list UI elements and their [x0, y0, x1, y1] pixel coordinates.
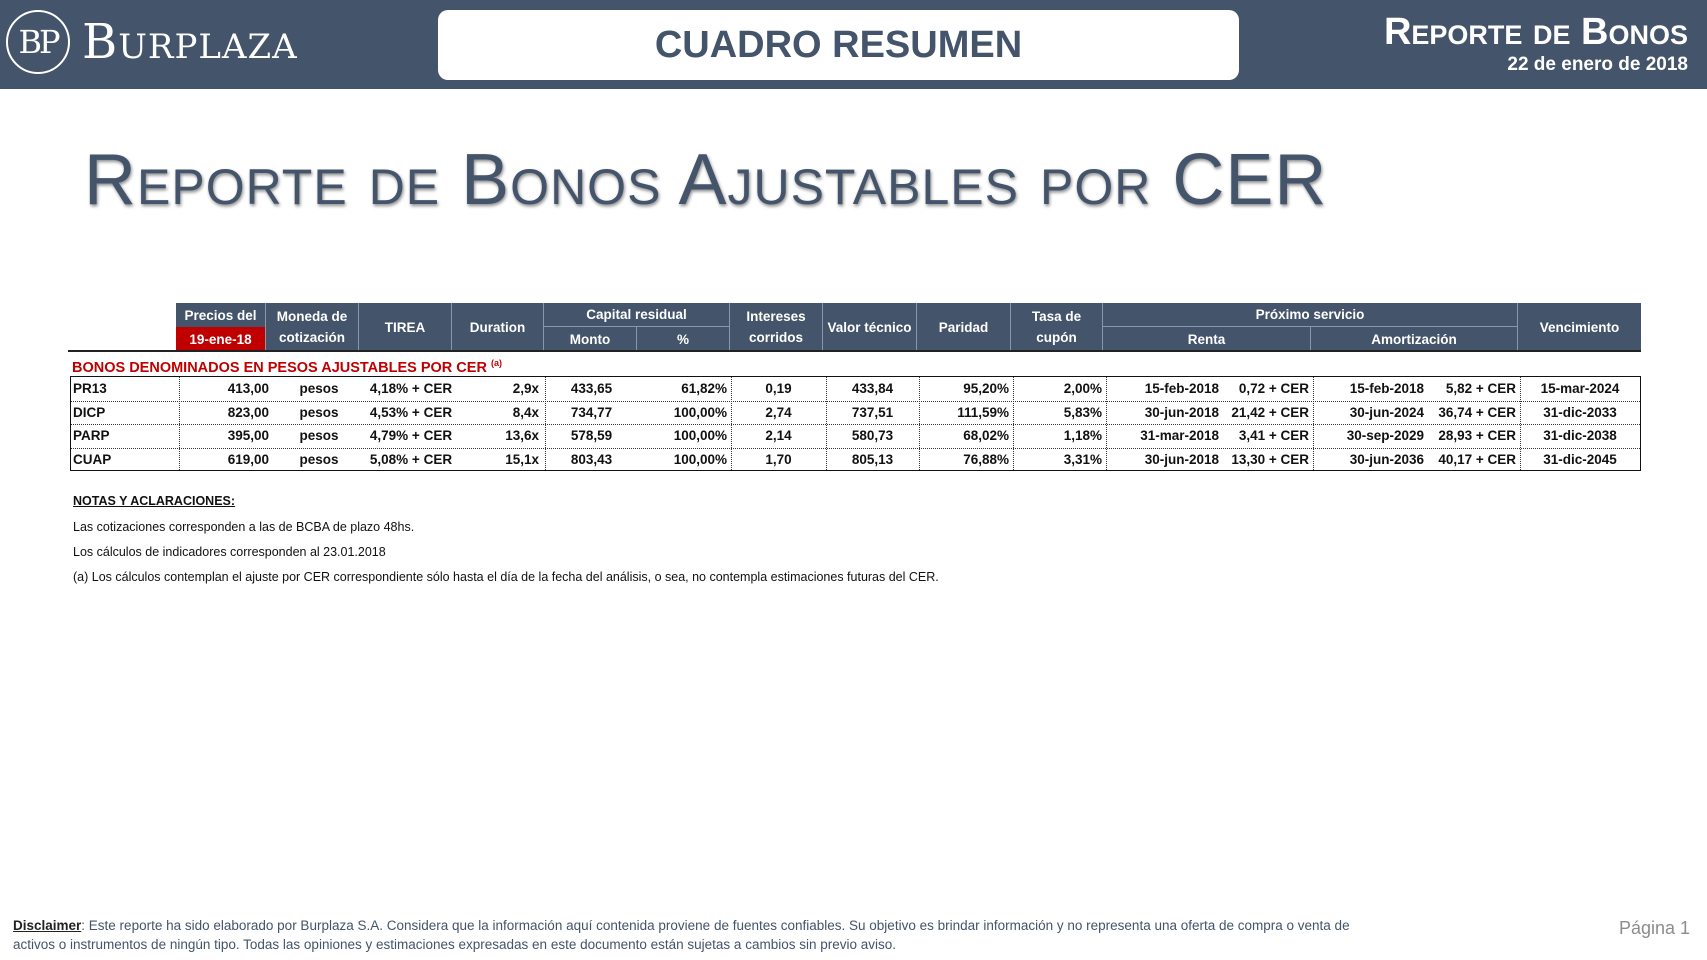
cell-pct: 100,00% — [673, 428, 727, 443]
cell-monto: 578,59 — [570, 428, 613, 443]
cell-monto: 734,77 — [570, 404, 613, 420]
cell-precio: 413,00 — [227, 381, 269, 396]
section-label-text: BONOS DENOMINADOS EN PESOS AJUSTABLES POR CER — [72, 359, 487, 376]
cell-tasa: 3,31% — [1063, 451, 1102, 467]
page-number: Página 1 — [1618, 918, 1690, 938]
cell-valor-tecnico: 805,13 — [851, 451, 894, 467]
cell-ticker: PARP — [73, 428, 110, 443]
disclaimer-label: Disclaimer — [13, 918, 82, 933]
header-duration: Duration — [452, 303, 544, 351]
brand-logo-icon: BP — [6, 10, 70, 74]
header-paridad: Paridad — [917, 303, 1011, 351]
header-renta: Renta — [1103, 327, 1311, 351]
cell-monto: 433,65 — [570, 381, 613, 396]
header-tirea: TIREA — [359, 303, 452, 351]
table-row — [71, 424, 1640, 449]
cell-precio: 619,00 — [227, 451, 269, 467]
cell-pct: 100,00% — [673, 404, 727, 420]
cell-ticker: CUAP — [73, 451, 112, 467]
cell-paridad: 68,02% — [963, 428, 1009, 443]
header-amortizacion: Amortización — [1311, 327, 1518, 351]
note-line: Los cálculos de indicadores corresponden al 23.01.2018 — [73, 545, 386, 559]
cell-ticker: PR13 — [73, 381, 107, 396]
cell-pct: 61,82% — [681, 381, 727, 396]
cell-moneda: pesos — [299, 404, 339, 420]
cell-intereses: 0,19 — [765, 381, 792, 396]
disclaimer — [13, 916, 1373, 954]
cell-tirea: 4,79% + CER — [369, 428, 453, 443]
report-name: Reporte de Bonos — [1383, 11, 1688, 53]
header-valor-tecnico: Valor técnico — [823, 303, 917, 351]
cell-renta-fecha: 30-jun-2018 — [1144, 451, 1219, 467]
cell-intereses: 2,74 — [765, 404, 792, 420]
header-underline — [68, 350, 1641, 352]
cell-monto: 803,43 — [570, 451, 613, 467]
cell-renta-valor: 3,41 + CER — [1238, 428, 1309, 443]
cell-amort-valor: 40,17 + CER — [1438, 451, 1516, 467]
header-monto: Monto — [544, 327, 637, 351]
cell-intereses: 1,70 — [765, 451, 792, 467]
header-pct: % — [637, 327, 730, 351]
section-note-marker: (a) — [490, 358, 502, 368]
header-intereses: Intereses corridos — [730, 303, 823, 351]
cell-duration: 2,9x — [512, 381, 539, 396]
note-line: (a) Los cálculos contemplan el ajuste por CER correspondiente sólo hasta el día de la fecha del análisis, o sea, no contempla estimaciones futuras del CER. — [73, 570, 939, 584]
cell-amort-valor: 28,93 + CER — [1438, 428, 1516, 443]
cell-moneda: pesos — [299, 428, 339, 443]
header-tasa: Tasa de cupón — [1011, 303, 1103, 351]
cell-amort-fecha: 30-jun-2024 — [1349, 404, 1424, 420]
cell-renta-fecha: 31-mar-2018 — [1140, 428, 1219, 443]
cell-paridad: 76,88% — [963, 451, 1009, 467]
page-title: Reporte de Bonos Ajustables por CER — [84, 140, 1328, 220]
cell-vencimiento: 31-dic-2033 — [1543, 404, 1617, 420]
header-precios-del: Precios del — [176, 303, 266, 327]
cell-ticker: DICP — [73, 404, 106, 420]
header-proximo-servicio: Próximo servicio — [1103, 303, 1518, 327]
cell-intereses: 2,14 — [765, 428, 792, 443]
cell-vencimiento: 15-mar-2024 — [1540, 381, 1620, 396]
cell-tasa: 5,83% — [1063, 404, 1102, 420]
cell-tirea: 5,08% + CER — [369, 451, 453, 467]
cell-renta-fecha: 30-jun-2018 — [1144, 404, 1219, 420]
report-date: 22 de enero de 2018 — [1507, 54, 1688, 75]
table-row — [71, 448, 1640, 472]
cell-amort-fecha: 30-jun-2036 — [1349, 451, 1424, 467]
cell-tirea: 4,18% + CER — [369, 381, 453, 396]
cell-valor-tecnico: 580,73 — [851, 428, 894, 443]
cell-paridad: 95,20% — [963, 381, 1009, 396]
cell-amort-fecha: 15-feb-2018 — [1349, 381, 1424, 396]
notes-title: NOTAS Y ACLARACIONES: — [73, 494, 236, 508]
cell-renta-valor: 0,72 + CER — [1238, 381, 1309, 396]
cell-renta-valor: 21,42 + CER — [1231, 404, 1309, 420]
cell-renta-valor: 13,30 + CER — [1231, 451, 1309, 467]
header-moneda: Moneda de cotización — [266, 303, 359, 351]
cell-precio: 395,00 — [227, 428, 269, 443]
cell-moneda: pesos — [299, 451, 339, 467]
cell-tasa: 1,18% — [1063, 428, 1102, 443]
brand-name: Burplaza — [82, 14, 298, 70]
header-bar — [0, 0, 1707, 89]
cell-vencimiento: 31-dic-2045 — [1543, 451, 1617, 467]
bonds-table — [70, 376, 1641, 471]
header-vencimiento: Vencimiento — [1518, 303, 1641, 351]
summary-title-box: CUADRO RESUMEN — [438, 10, 1239, 80]
table-row — [71, 377, 1640, 402]
cell-vencimiento: 31-dic-2038 — [1543, 428, 1617, 443]
cell-amort-valor: 36,74 + CER — [1438, 404, 1516, 420]
cell-duration: 8,4x — [512, 404, 539, 420]
cell-duration: 13,6x — [505, 428, 539, 443]
section-label — [72, 358, 502, 376]
table-row — [71, 401, 1640, 426]
cell-amort-fecha: 30-sep-2029 — [1346, 428, 1424, 443]
cell-pct: 100,00% — [673, 451, 727, 467]
cell-valor-tecnico: 433,84 — [851, 381, 894, 396]
cell-amort-valor: 5,82 + CER — [1445, 381, 1516, 396]
cell-duration: 15,1x — [505, 451, 539, 467]
cell-tirea: 4,53% + CER — [369, 404, 453, 420]
cell-moneda: pesos — [299, 381, 339, 396]
disclaimer-text: : Este reporte ha sido elaborado por Burplaza S.A. Considera que la información aquí contenida proviene de fuentes confiables. Su objetivo es brindar información y no representa una oferta de compra o venta de activos o instrumentos de ningún tipo. Todas las opiniones y estimaciones expresadas en este documento están sujetas a cambios sin previo aviso. — [13, 918, 1350, 952]
cell-tasa: 2,00% — [1063, 381, 1102, 396]
cell-renta-fecha: 15-feb-2018 — [1144, 381, 1219, 396]
cell-precio: 823,00 — [227, 404, 269, 420]
header-capital-residual: Capital residual — [544, 303, 730, 327]
cell-valor-tecnico: 737,51 — [851, 404, 894, 420]
cell-paridad: 111,59% — [957, 404, 1009, 420]
note-line: Las cotizaciones corresponden a las de BCBA de plazo 48hs. — [73, 520, 415, 534]
header-precios-fecha: 19-ene-18 — [176, 327, 266, 351]
